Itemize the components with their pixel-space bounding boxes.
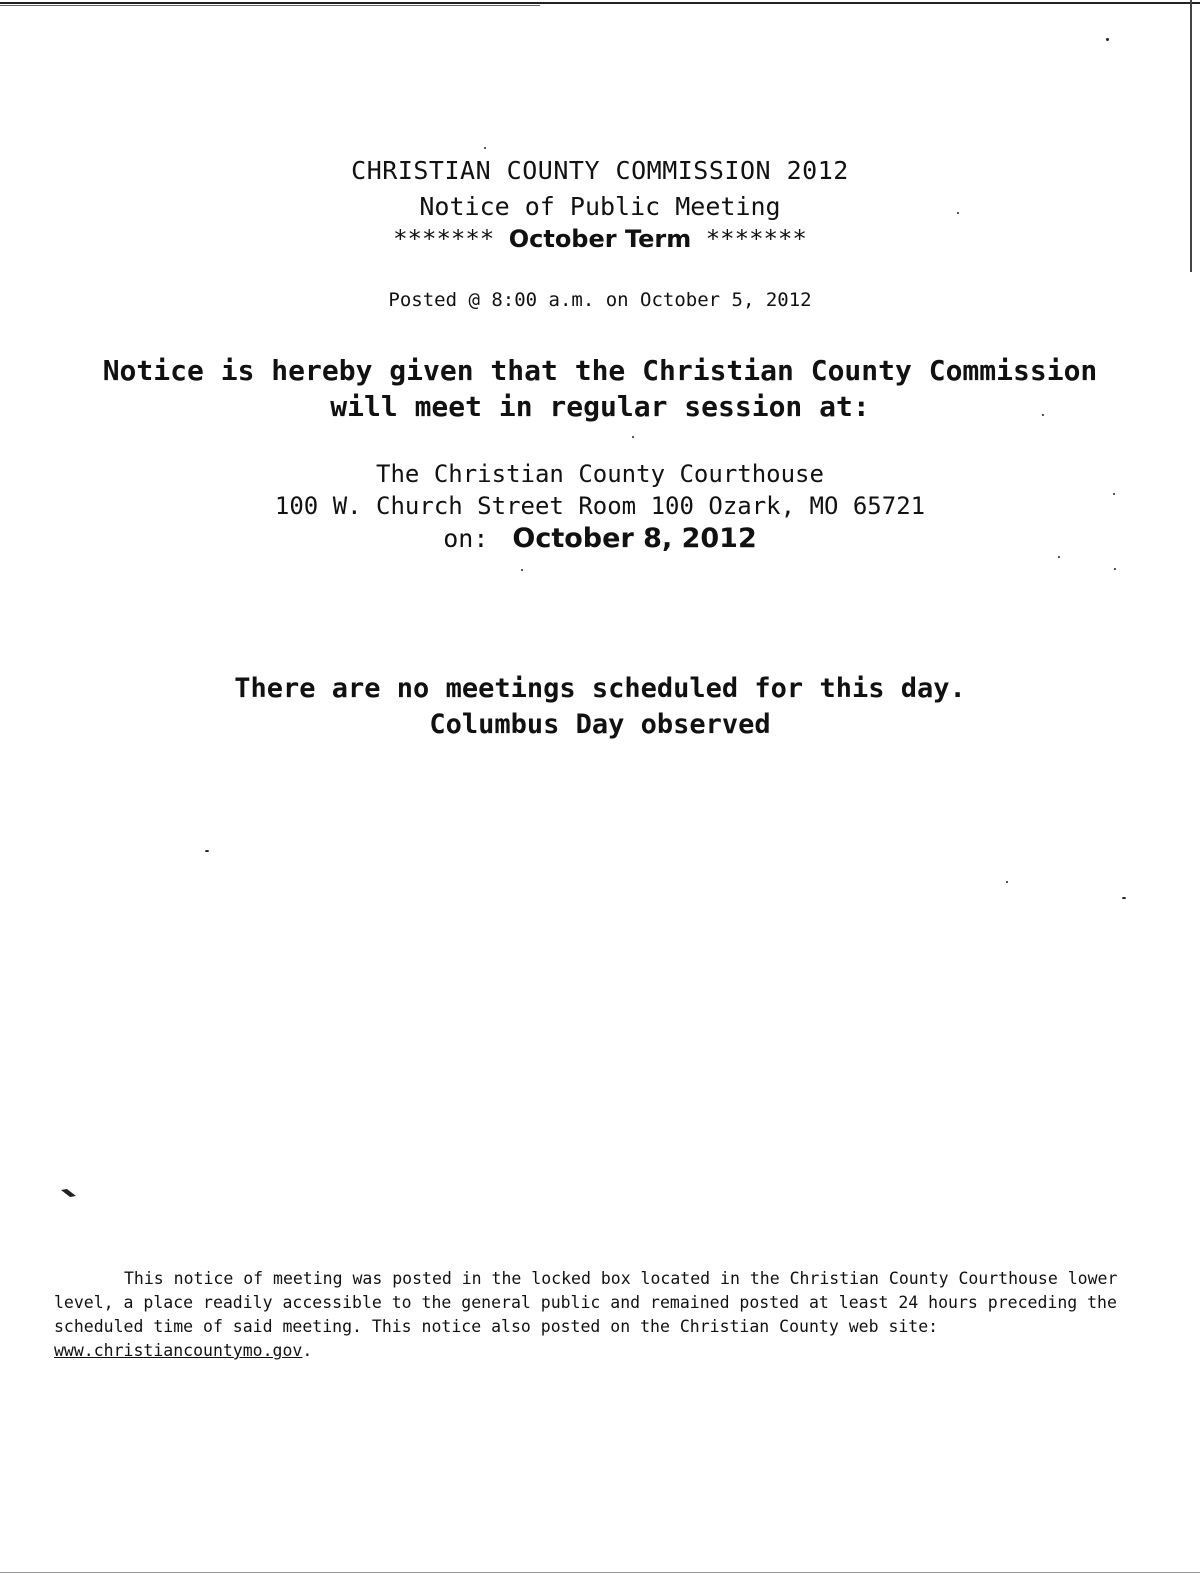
pen-mark-icon [60,1188,78,1198]
term-line [0,225,1200,253]
scan-speck [1114,568,1116,570]
scan-speck [1058,556,1060,558]
meeting-date-value: October 8, 2012 [512,523,757,554]
scan-speck [1106,38,1109,41]
scan-speck [205,850,209,852]
scan-speck [632,436,634,438]
scan-speck [521,569,523,571]
scan-speck [1122,897,1126,899]
scan-speck [484,147,486,149]
meeting-date [0,523,1200,554]
posting-footer [54,1267,1144,1363]
notice-line-2: will meet in regular session at: [330,390,870,423]
posted-timestamp: Posted @ 8:00 a.m. on October 5, 2012 [388,289,812,311]
location-address: 100 W. Church Street Room 100 Ozark, MO 65721 [274,492,926,520]
status-line-1: There are no meetings scheduled for this day. [234,673,966,704]
status-line-2: Columbus Day observed [429,709,771,740]
footer-text: This notice of meeting was posted in the locked box located in the Christian County Courthouse lower level, a place readily accessible to the general public and remained posted at least 24 hours preceding the scheduled time of said meeting. This notice also posted on the Christian County web site: [54,1269,1118,1336]
website-link[interactable]: www.christiancountymo.gov [54,1341,303,1360]
term-name: October Term [508,225,692,253]
footer-end: . [302,1341,313,1360]
page-title: CHRISTIAN COUNTY COMMISSION 2012 [351,156,849,185]
page-subtitle: Notice of Public Meeting [419,192,781,221]
term-stars-right: ******* [705,225,807,253]
term-stars-left: ******* [393,225,495,253]
meeting-date-label: on: [443,524,489,553]
scan-top-edge [0,2,1200,4]
scan-bottom-edge [0,1572,1200,1573]
notice-line-1: Notice is hereby given that the Christian County Commission [102,354,1098,387]
location-name: The Christian County Courthouse [376,460,824,488]
scan-top-edge-shadow [0,5,540,6]
scan-speck [1006,881,1008,883]
